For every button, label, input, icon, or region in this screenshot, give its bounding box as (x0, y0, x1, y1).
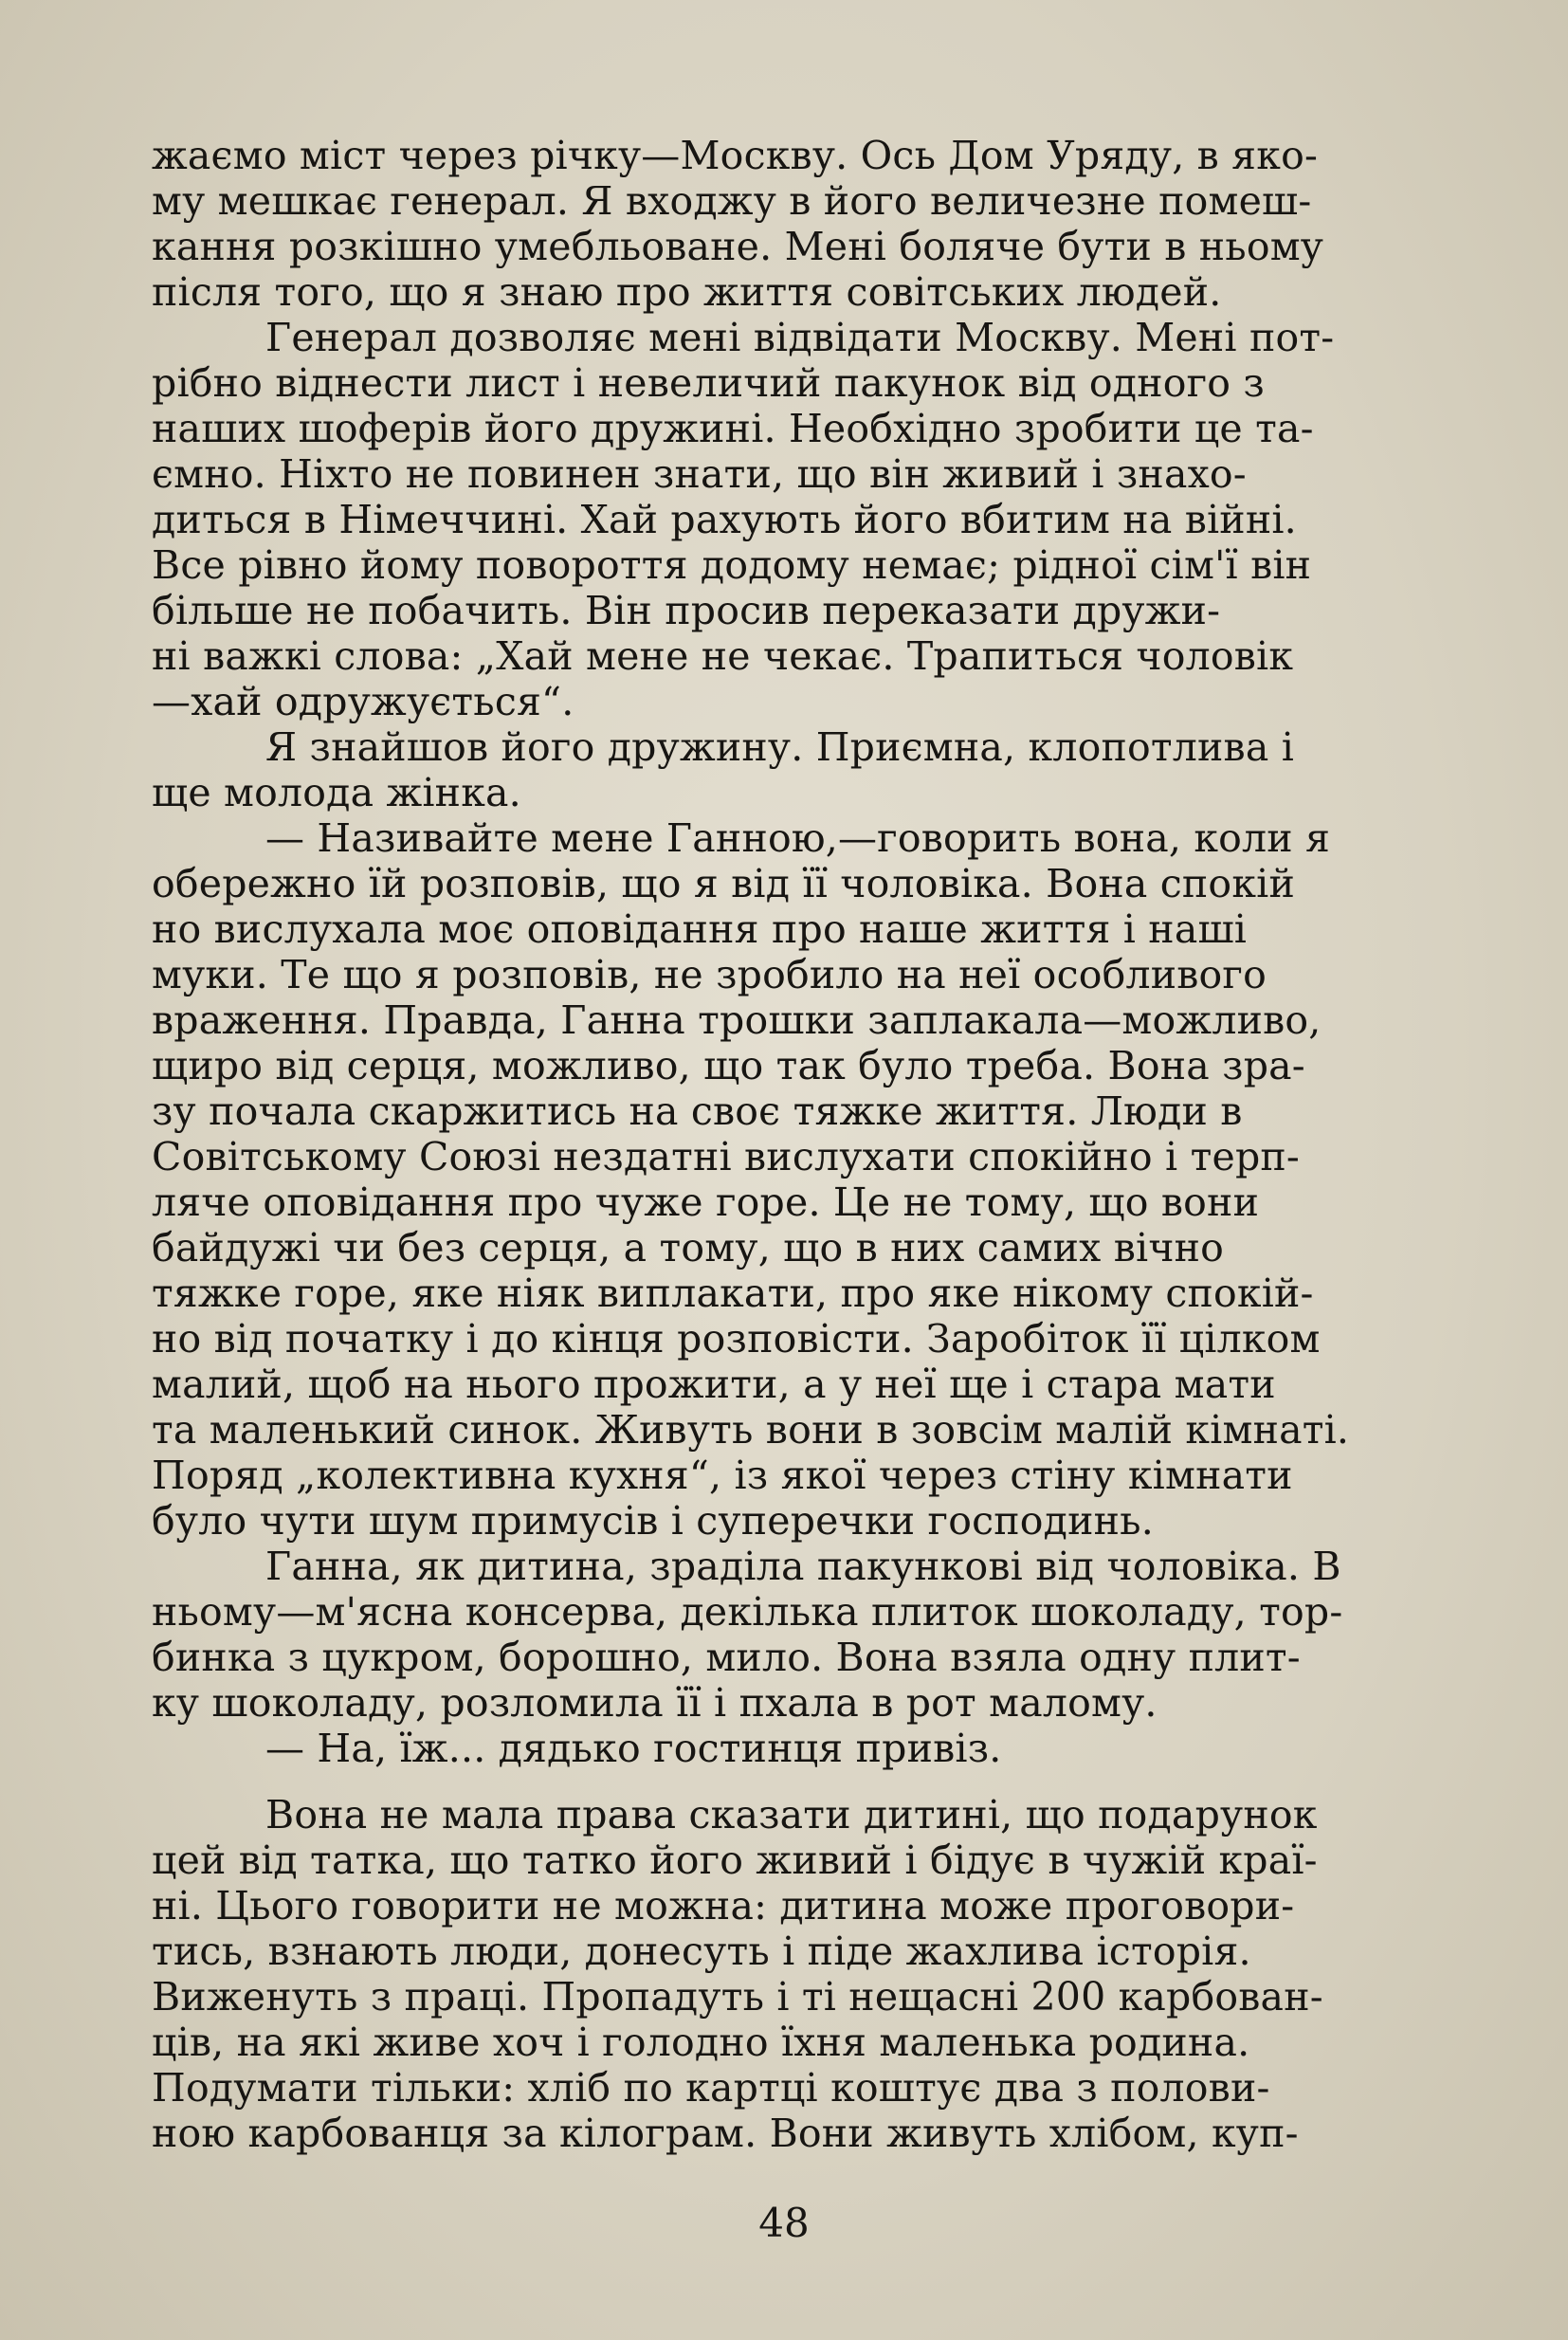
text-line: Я знайшов його дружину. Приємна, клопотлива і (265, 724, 1295, 770)
text-line: Подумати тільки: хліб по картці коштує два з полови- (152, 2065, 1270, 2111)
text-line: жаємо міст через річку—Москву. Ось Дом Уряду, в яко- (152, 133, 1319, 178)
text-line: байдужі чи без серця, а тому, що в них самих вічно (152, 1225, 1225, 1271)
text-line: рібно віднести лист і невеличий пакунок від одного з (152, 360, 1265, 406)
text-line: та маленький синок. Живуть вони в зовсім малій кімнаті. (152, 1407, 1350, 1453)
paragraph (152, 1792, 1536, 2156)
text-line: но від початку і до кінця розповісти. Заробіток її цілком (152, 1316, 1321, 1362)
text-line: наших шоферів його дружині. Необхідно зробити це та- (152, 406, 1314, 451)
paragraph (152, 724, 1536, 815)
text-line: Вона не мала права сказати дитині, що подарунок (265, 1792, 1318, 1837)
text-line: кання розкішно умебльоване. Мені боляче бути в ньому (152, 224, 1324, 269)
text-line: тяжке горе, яке ніяк виплакати, про яке нікому спокій- (152, 1271, 1314, 1316)
text-line: обережно їй розповів, що я від її чоловіка. Вона спокій (152, 861, 1295, 906)
text-line: зу почала скаржитись на своє тяжке життя. Люди в (152, 1088, 1243, 1134)
text-line: ємно. Ніхто не повинен знати, що він живий і знахо- (152, 451, 1247, 497)
text-line: — На, їж... дядько гостинця привіз. (265, 1726, 1002, 1771)
text-line: му мешкає генерал. Я входжу в його величезне помеш- (152, 178, 1312, 224)
text-line: Генерал дозволяє мені відвідати Москву. Мені пот- (265, 315, 1335, 360)
text-line: малий, щоб на нього прожити, а у неї ще і стара мати (152, 1362, 1276, 1407)
text-line: Виженуть з праці. Пропадуть і ті нещасні 200 карбован- (152, 1974, 1323, 2020)
paragraph (152, 315, 1536, 724)
paragraph (152, 1726, 1536, 1771)
text-line: но вислухала моє оповідання про наше життя і наші (152, 906, 1248, 952)
text-line: бинка з цукром, борошно, мило. Вона взяла одну плит- (152, 1635, 1301, 1680)
text-line: ку шоколаду, розломила її і пхала в рот малому. (152, 1680, 1158, 1726)
text-line: щиро від серця, можливо, що так було треба. Вона зра- (152, 1043, 1305, 1088)
text-line: було чути шум примусів і суперечки господинь. (152, 1498, 1154, 1544)
paragraph (152, 133, 1536, 315)
text-line: — Називайте мене Ганною,—говорить вона, коли я (265, 815, 1331, 861)
text-line: Ганна, як дитина, зраділа пакункові від чоловіка. В (265, 1544, 1341, 1589)
text-line: ще молода жінка. (152, 770, 521, 815)
text-line: ляче оповідання про чуже горе. Це не тому, що вони (152, 1179, 1260, 1225)
text-line: тись, взнають люди, донесуть і піде жахлива історія. (152, 1929, 1251, 1974)
text-line: ні важкі слова: „Хай мене не чекає. Трапиться чоловік (152, 633, 1294, 679)
text-line: Совітському Союзі нездатні вислухати спокійно і терп- (152, 1134, 1300, 1179)
page-number: 48 (758, 2200, 810, 2246)
text-line: диться в Німеччині. Хай рахують його вбитим на війні. (152, 497, 1297, 542)
text-line: —хай одружується“. (152, 679, 574, 724)
text-line: Поряд „колективна кухня“, із якої через стіну кімнати (152, 1453, 1293, 1498)
text-line: ною карбованця за кілограм. Вони живуть хлібом, куп- (152, 2111, 1299, 2156)
text-line: ців, на які живе хоч і голодно їхня маленька родина. (152, 2020, 1250, 2065)
text-line: ні. Цього говорити не можна: дитина може проговори- (152, 1883, 1295, 1929)
text-line: ньому—м'ясна консерва, декілька плиток шоколаду, тор- (152, 1589, 1343, 1635)
text-line: більше не побачить. Він просив переказати дружи- (152, 588, 1221, 633)
text-line: муки. Те що я розповів, не зробило на неї особливого (152, 952, 1267, 997)
text-line: після того, що я знаю про життя совітських людей. (152, 269, 1222, 315)
text-line: Все рівно йому повороття додому немає; рідної сім'ї він (152, 542, 1312, 588)
paragraph (152, 1544, 1536, 1726)
paragraph (152, 815, 1536, 1544)
page-text (152, 133, 1536, 2156)
text-line: цей від татка, що татко його живий і бідує в чужій краї- (152, 1837, 1318, 1883)
text-line: враження. Правда, Ганна трошки заплакала—можливо, (152, 997, 1322, 1043)
